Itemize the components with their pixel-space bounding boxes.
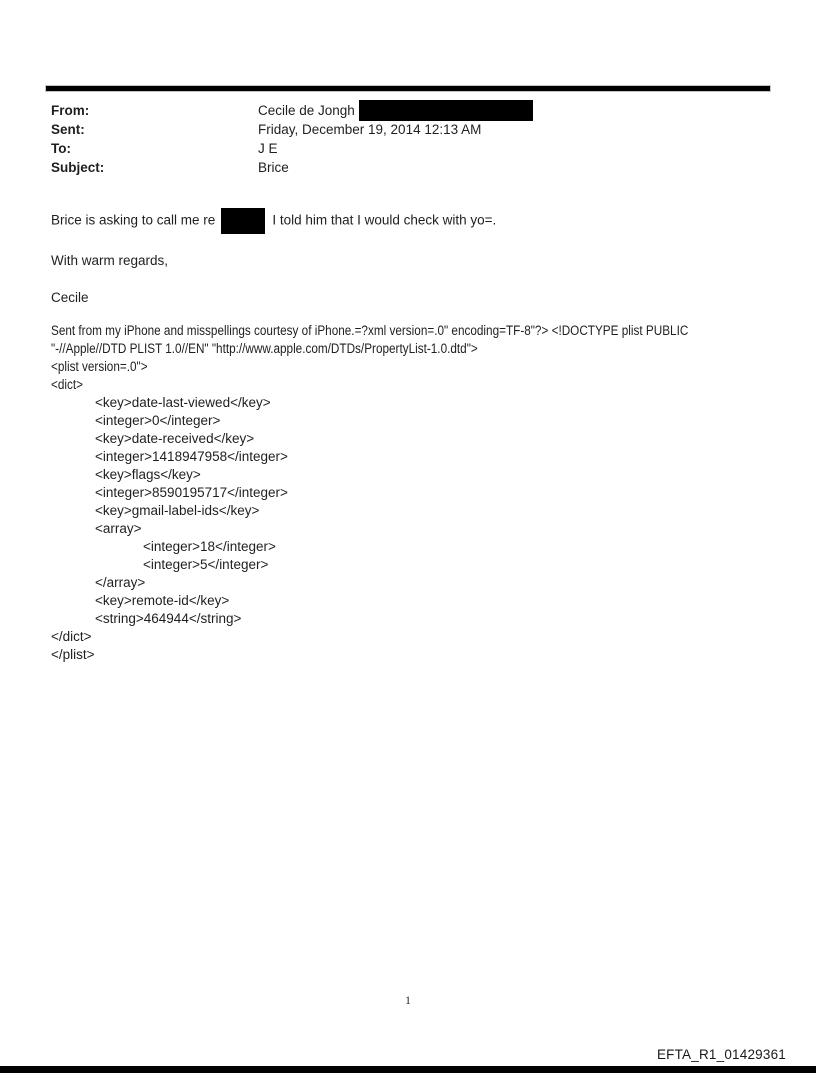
top-separator-bar [45,85,771,92]
plist-line: <integer>0</integer> [95,413,221,428]
plist-line: <key>date-last-viewed</key> [95,395,271,410]
plist-block [51,394,288,664]
body-line1-pre: Brice is asking to call me re [51,212,216,228]
subject-label: Subject: [51,160,105,175]
plist-line: <integer>8590195717</integer> [95,485,288,500]
header-row-subject [51,158,289,177]
signature-line-1: Sent from my iPhone and misspellings courtesy of iPhone.=?xml version=.0" encoding=TF-8"?> <!DOCTYPE plist PUBLIC [51,323,689,338]
body-closing: With warm regards, [51,253,169,268]
sent-label: Sent: [51,122,85,137]
plist-line: <integer>18</integer> [143,539,276,554]
plist-line: <key>remote-id</key> [95,593,230,608]
plist-line: </dict> [51,629,92,644]
redaction-box-from [359,100,533,121]
plist-open-tag: <plist version=.0"> [51,359,148,374]
body-signature-name: Cecile [51,290,89,305]
subject-value: Brice [258,160,289,175]
plist-line: <key>date-received</key> [95,431,255,446]
plist-line: <integer>1418947958</integer> [95,449,288,464]
plist-line: <key>flags</key> [95,467,201,482]
to-value: J E [258,141,278,156]
dict-open-tag: <dict> [51,377,83,392]
header-row-to [51,139,278,158]
redaction-box-body [221,208,265,234]
bottom-edge-bar [0,1066,816,1073]
bates-number: EFTA_R1_01429361 [656,1047,786,1062]
header-row-from [51,101,533,120]
email-header-block [51,101,771,181]
sent-value: Friday, December 19, 2014 12:13 AM [258,122,482,137]
plist-line: <string>464944</string> [95,611,242,626]
plist-line: </array> [95,575,146,590]
signature-block [51,322,784,394]
from-value: Cecile de Jongh [258,103,359,118]
header-row-sent [51,120,481,139]
body-line1-post: I told him that I would check with yo=. [272,212,497,228]
plist-line: <array> [95,521,142,536]
body-paragraph-1 [51,208,496,234]
plist-line: </plist> [51,647,95,662]
to-label: To: [51,141,71,156]
signature-line-2: "-//Apple//DTD PLIST 1.0//EN" "http://www.apple.com/DTDs/PropertyList-1.0.dtd"> [51,341,478,356]
page-number: 1 [405,993,411,1007]
plist-line: <integer>5</integer> [143,557,269,572]
plist-line: <key>gmail-label-ids</key> [95,503,260,518]
from-label: From: [51,103,90,118]
